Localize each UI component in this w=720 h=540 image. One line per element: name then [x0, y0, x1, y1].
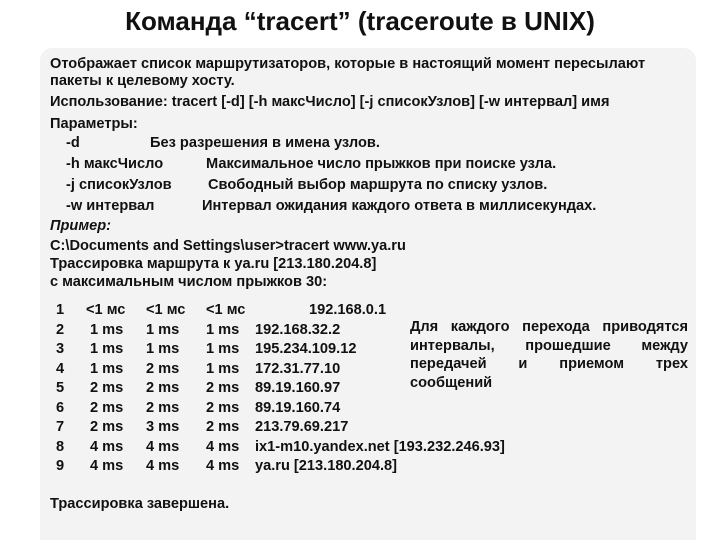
hop-host: 172.31.77.10 [255, 360, 341, 377]
param-desc: Без разрешения в имена узлов. [150, 134, 380, 151]
hop-time: 2 ms [90, 399, 124, 416]
param-desc: Интервал ожидания каждого ответа в миллисекундах. [202, 197, 597, 214]
hop-number: 3 [56, 341, 65, 357]
hop-host: ix1-m10.yandex.net [193.232.246.93] [255, 438, 505, 455]
param-flag: -w интервал [66, 197, 155, 214]
hop-host: ya.ru [213.180.204.8] [255, 458, 397, 474]
hop-host: 192.168.0.1 [309, 302, 387, 318]
param-desc: Максимальное число прыжков при поиске узла. [206, 155, 557, 172]
hop-time: 2 ms [206, 419, 240, 435]
hop-time: 1 ms [206, 341, 240, 357]
hop-number: 1 [56, 302, 65, 318]
hop-time: 2 ms [146, 360, 180, 377]
hop-time: 2 ms [146, 380, 180, 396]
trace-header-2: с максимальным числом прыжков 30: [50, 274, 328, 291]
hop-host: 89.19.160.97 [255, 380, 341, 396]
usage-line: Использование: tracert [-d] [-h максЧисло] [-j списокУзлов] [-w интервал] имя [50, 94, 610, 111]
table-row [52, 457, 672, 477]
hop-time: 4 ms [146, 438, 180, 455]
hop-time: <1 мс [206, 302, 246, 318]
intro-text: Отображает список маршрутизаторов, которые в настоящий момент пересылают пакеты к целевому хосту. [50, 56, 646, 90]
hop-time: 2 ms [90, 419, 124, 435]
param-row [50, 133, 700, 154]
table-row [52, 399, 672, 419]
hop-time: 1 ms [206, 360, 240, 377]
hop-time: 2 ms [90, 380, 124, 396]
param-flag: -j списокУзлов [66, 176, 172, 193]
hop-number: 7 [56, 419, 65, 435]
hop-time: 4 ms [90, 438, 124, 455]
hop-time: 3 ms [146, 419, 180, 435]
slide-title: Команда “tracert” (traceroute в UNIX) [125, 6, 595, 36]
hop-number: 2 [56, 321, 65, 338]
hop-intervals-note: Для каждого перехода приводятся интервалы, прошедшие между передачей и приемом трех сообщений [410, 319, 688, 391]
hop-time: <1 мс [146, 302, 186, 318]
param-flag: -h максЧисло [66, 155, 164, 172]
hop-time: 4 ms [206, 458, 240, 474]
hop-time: 1 ms [206, 321, 240, 338]
hop-number: 6 [56, 399, 65, 416]
hop-time: 2 ms [146, 399, 180, 416]
hop-time: 2 ms [206, 380, 240, 396]
param-row [50, 175, 700, 196]
params-label: Параметры: [50, 115, 138, 132]
hop-host: 195.234.109.12 [255, 341, 357, 357]
param-flag: -d [66, 134, 80, 151]
hop-time: 2 ms [206, 399, 240, 416]
example-label: Пример: [50, 217, 112, 234]
hop-time: 1 ms [90, 341, 124, 357]
hop-time: 1 ms [146, 341, 180, 357]
hop-host: 213.79.69.217 [255, 419, 349, 435]
hop-number: 5 [56, 380, 65, 396]
trace-complete-text: Трассировка завершена. [50, 496, 230, 512]
param-row [50, 154, 700, 175]
table-row [52, 418, 672, 438]
hop-time: 4 ms [90, 458, 124, 474]
hop-number: 9 [56, 458, 65, 474]
hop-time: 1 ms [90, 321, 124, 338]
trace-header-1: Трассировка маршрута к ya.ru [213.180.204.8] [50, 256, 377, 273]
hop-time: 1 ms [90, 360, 124, 377]
param-desc: Свободный выбор маршрута по списку узлов. [208, 176, 548, 193]
param-row [50, 196, 700, 217]
hop-number: 8 [56, 438, 65, 455]
hop-host: 192.168.32.2 [255, 321, 341, 338]
hop-time: 4 ms [146, 458, 180, 474]
hop-number: 4 [56, 360, 65, 377]
hop-time: 4 ms [206, 438, 240, 455]
table-row [52, 438, 672, 458]
command-line: C:\Documents and Settings\user>tracert www.ya.ru [50, 238, 406, 255]
hop-time: 1 ms [146, 321, 180, 338]
description-block [50, 56, 700, 292]
hop-host: 89.19.160.74 [255, 399, 341, 416]
hop-time: <1 мс [86, 302, 126, 318]
